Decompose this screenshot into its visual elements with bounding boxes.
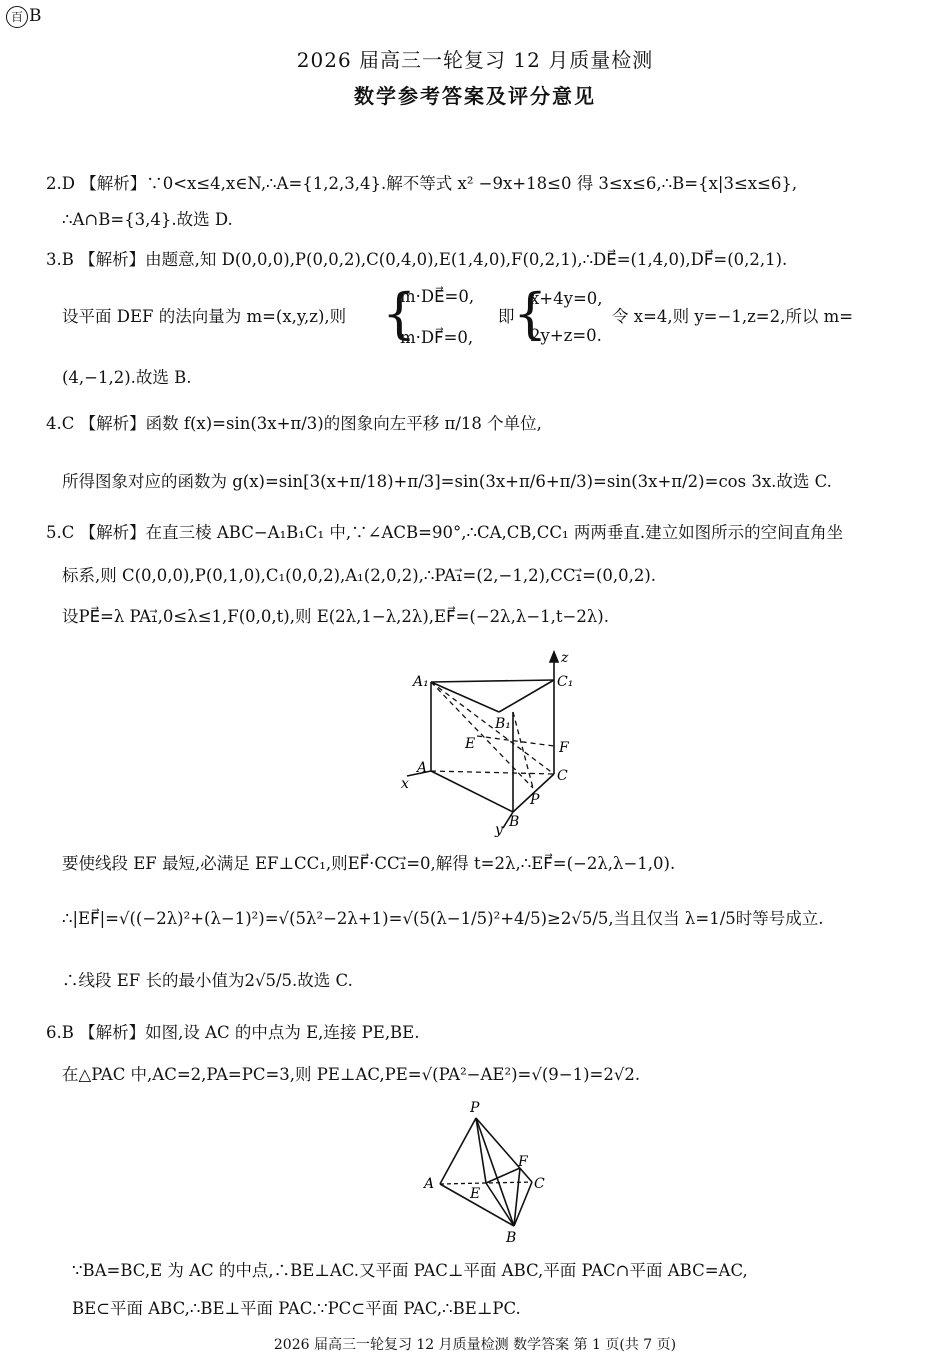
q2-line1: 2.D 【解析】∵0<x≤4,x∈N,∴A={1,2,3,4}.解不等式 x² −9x+18≤0 得 3≤x≤6,∴B={x|3≤x≤6}, xyxy=(46,174,798,193)
edition-badge xyxy=(6,6,42,28)
q4-line2: 所得图象对应的函数为 g(x)=sin[3(x+π/18)+π/3]=sin(3x+π/6+π/3)=sin(3x+π/2)=cos 3x.故选 C. xyxy=(62,472,832,491)
edge-pb xyxy=(476,1118,514,1226)
q3-brace-2: { xyxy=(513,282,548,345)
label-f: F xyxy=(518,1154,528,1170)
edge-pa xyxy=(440,1118,476,1184)
page-footer: 2026 届高三一轮复习 12 月质量检测 数学答案 第 1 页(共 7 页) xyxy=(273,1337,677,1353)
dash-b1p xyxy=(513,712,533,788)
label-a1: A₁ xyxy=(413,674,429,690)
dash-ac xyxy=(431,771,554,774)
dash-a1p xyxy=(431,682,533,788)
q6-line1: 6.B 【解析】如图,设 AC 的中点为 E,连接 PE,BE. xyxy=(46,1023,420,1042)
q3-system1-a: m·DE⃗=0, xyxy=(400,287,475,306)
q3-ji: 即 xyxy=(498,307,515,326)
label-p: P xyxy=(530,792,540,808)
q5-line6: ∴线段 EF 长的最小值为2√5/5.故选 C. xyxy=(62,971,353,990)
q3-system1-b: m·DF⃗=0, xyxy=(400,328,474,347)
label-p: P xyxy=(470,1100,480,1116)
q6-line3: ∵BA=BC,E 为 AC 的中点,∴BE⊥AC.又平面 PAC⊥平面 ABC,平面 PAC∩平面 ABC=AC, xyxy=(72,1261,748,1280)
label-e: E xyxy=(465,736,476,752)
label-x: x xyxy=(401,776,409,792)
badge-letter: B xyxy=(29,6,42,26)
q3-brace-1: { xyxy=(382,282,417,345)
prism-figure xyxy=(395,648,585,838)
q3-line1: 3.B 【解析】由题意,知 D(0,0,0),P(0,0,2),C(0,4,0),E(1,4,0),F(0,2,1),∴DE⃗=(1,4,0),DF⃗=(0,2,1). xyxy=(46,250,788,269)
edge-ef xyxy=(486,1168,520,1183)
q3-normal-pre: 设平面 DEF 的法向量为 m=(x,y,z),则 xyxy=(62,307,347,326)
q3-line3: (4,−1,2).故选 B. xyxy=(62,368,192,387)
edge-be xyxy=(486,1183,514,1226)
label-c1: C₁ xyxy=(557,674,574,690)
label-e: E xyxy=(470,1186,481,1202)
q3-normal-post: 令 x=4,则 y=−1,z=2,所以 m= xyxy=(612,307,854,326)
q4-line1: 4.C 【解析】函数 f(x)=sin(3x+π/3)的图象向左平移 π/18 个单位, xyxy=(46,414,542,433)
q5-line5: ∴|EF⃗|=√((−2λ)²+(λ−1)²)=√(5λ²−2λ+1)=√(5(λ−1/5)²+4/5)≥2√5/5,当且仅当 λ=1/5时等号成立. xyxy=(62,909,824,928)
label-c: C xyxy=(534,1176,545,1192)
edge-a1c1 xyxy=(431,680,554,682)
q3-system2-b: 2y+z=0. xyxy=(530,326,602,345)
label-a: A xyxy=(417,760,428,776)
tetrahedron-figure xyxy=(420,1098,550,1246)
label-b: B xyxy=(506,1230,517,1246)
label-a: A xyxy=(424,1176,435,1192)
edge-ab xyxy=(431,771,513,812)
q3-system2-a: x+4y=0, xyxy=(530,289,603,308)
page-title: 2026 届高三一轮复习 12 月质量检测 xyxy=(296,48,654,72)
page-subtitle: 数学参考答案及评分意见 xyxy=(354,84,596,108)
edge-b1c1 xyxy=(499,680,554,712)
label-b: B xyxy=(509,814,520,830)
q2-line2: ∴A∩B={3,4}.故选 D. xyxy=(62,210,233,229)
label-z: z xyxy=(561,650,569,666)
q5-line3: 设PE⃗=λ PA₁⃗,0≤λ≤1,F(0,0,t),则 E(2λ,1−λ,2λ),EF⃗=(−2λ,λ−1,t−2λ). xyxy=(62,607,609,626)
q5-line2: 标系,则 C(0,0,0),P(0,1,0),C₁(0,0,2),A₁(2,0,2),∴PA₁⃗=(2,−1,2),CC₁⃗=(0,0,2). xyxy=(62,566,657,585)
edge-a1b1 xyxy=(431,682,499,712)
q6-line2: 在△PAC 中,AC=2,PA=PC=3,则 PE⊥AC,PE=√(PA²−AE²)=√(9−1)=2√2. xyxy=(62,1065,641,1084)
z-arrow xyxy=(550,652,558,662)
label-y: y xyxy=(495,822,503,838)
dash-a1c xyxy=(431,682,554,774)
badge-circle: 百 xyxy=(6,6,28,28)
label-c: C xyxy=(557,768,568,784)
label-f: F xyxy=(559,740,569,756)
q5-line4: 要使线段 EF 最短,必满足 EF⊥CC₁,则EF⃗·CC₁⃗=0,解得 t=2λ,∴EF⃗=(−2λ,λ−1,0). xyxy=(62,854,676,873)
q6-line4: BE⊂平面 ABC,∴BE⊥平面 PAC.∵PC⊂平面 PAC,∴BE⊥PC. xyxy=(72,1299,521,1318)
q5-line1: 5.C 【解析】在直三棱 ABC−A₁B₁C₁ 中,∵∠ACB=90°,∴CA,CB,CC₁ 两两垂直.建立如图所示的空间直角坐 xyxy=(46,523,844,542)
label-b1: B₁ xyxy=(495,716,511,732)
